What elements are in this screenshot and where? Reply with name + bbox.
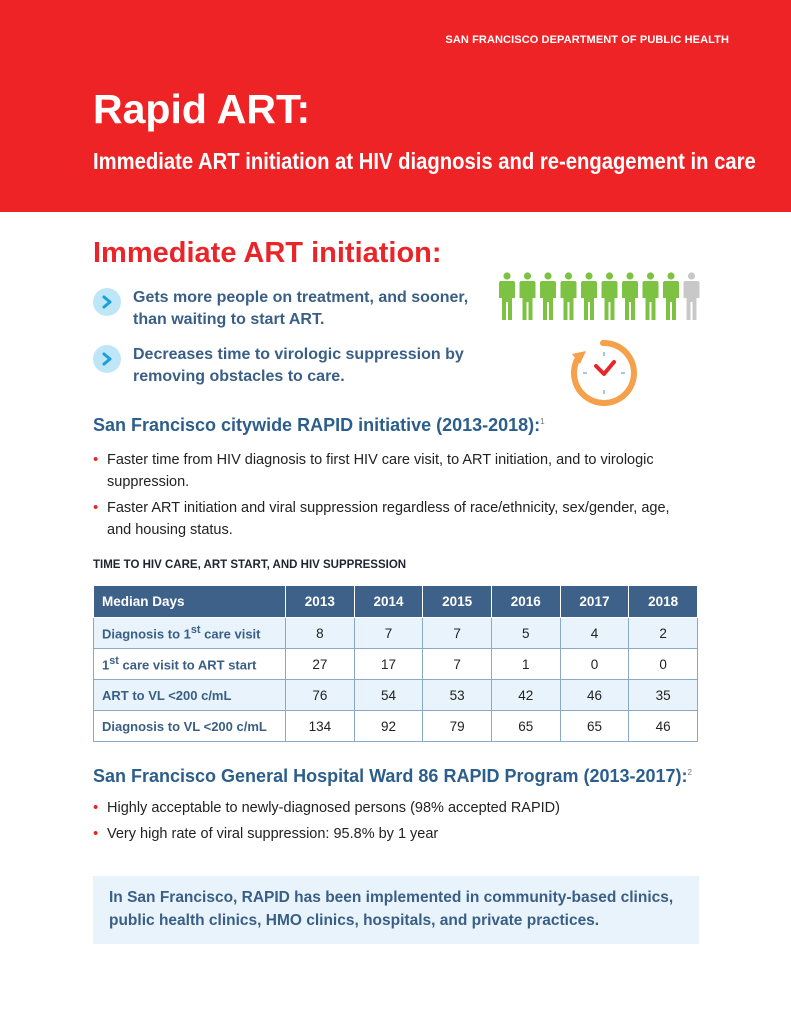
person-icon — [643, 272, 659, 320]
table-row — [94, 711, 698, 742]
benefit-item — [93, 287, 483, 331]
column-header: 2016 — [491, 586, 560, 618]
list-item: • Faster ART initiation and viral suppression regardless of race/ethnicity, sex/gender, age, and housing status. — [93, 497, 693, 541]
person-icon — [499, 272, 515, 320]
benefit-item — [93, 344, 483, 388]
table-cell: 7 — [423, 649, 492, 680]
header-banner — [0, 0, 791, 212]
person-icon — [520, 272, 536, 320]
person-icon — [602, 272, 618, 320]
page-title: Rapid ART: — [93, 86, 311, 132]
column-header: 2013 — [286, 586, 355, 618]
table-cell: 134 — [286, 711, 355, 742]
chevron-right-icon — [93, 288, 121, 316]
implementation-callout: In San Francisco, RAPID has been implemented in community-based clinics, public health clinics, HMO clinics, hospitals, and private practices. — [93, 876, 699, 944]
list-item: • Very high rate of viral suppression: 95.8% by 1 year — [93, 823, 693, 845]
department-name: SAN FRANCISCO DEPARTMENT OF PUBLIC HEALTH — [445, 34, 729, 46]
list-item: • Faster time from HIV diagnosis to first HIV care visit, to ART initiation, and to virologic suppression. — [93, 449, 693, 493]
table-cell: 1 — [491, 649, 560, 680]
table-cell: 54 — [354, 680, 423, 711]
column-header: 2017 — [560, 586, 629, 618]
table-cell: 92 — [354, 711, 423, 742]
table-cell: 65 — [491, 711, 560, 742]
person-icon — [581, 272, 597, 320]
table-row — [94, 649, 698, 680]
row-label: Diagnosis to VL <200 c/mL — [94, 711, 286, 742]
table-cell: 0 — [560, 649, 629, 680]
column-header: 2015 — [423, 586, 492, 618]
row-label: 1st care visit to ART start — [94, 649, 286, 680]
table-cell: 7 — [354, 618, 423, 649]
table-cell: 79 — [423, 711, 492, 742]
table-cell: 46 — [629, 711, 698, 742]
table-row — [94, 618, 698, 649]
table-cell: 8 — [286, 618, 355, 649]
column-header: 2018 — [629, 586, 698, 618]
column-header: Median Days — [94, 586, 286, 618]
table-cell: 53 — [423, 680, 492, 711]
table-cell: 65 — [560, 711, 629, 742]
table-row — [94, 680, 698, 711]
table-cell: 46 — [560, 680, 629, 711]
row-label: Diagnosis to 1st care visit — [94, 618, 286, 649]
person-icon — [540, 272, 556, 320]
table-cell: 17 — [354, 649, 423, 680]
table-cell: 5 — [491, 618, 560, 649]
chevron-right-icon — [93, 345, 121, 373]
person-icon — [663, 272, 679, 320]
table-cell: 2 — [629, 618, 698, 649]
reference-mark: 2 — [687, 768, 692, 777]
reference-mark: 1 — [540, 417, 545, 426]
section-heading-immediate-art: Immediate ART initiation: — [93, 237, 442, 269]
benefit-text: Gets more people on treatment, and sooner, than waiting to start ART. — [133, 289, 469, 328]
section-heading-ward86: San Francisco General Hospital Ward 86 RAPID Program (2013-2017):$^2$ — [93, 766, 692, 786]
column-header: 2014 — [354, 586, 423, 618]
table-cell: 35 — [629, 680, 698, 711]
benefit-text: Decreases time to virologic suppression by removing obstacles to care. — [133, 346, 464, 385]
row-label: ART to VL <200 c/mL — [94, 680, 286, 711]
section-heading-citywide: San Francisco citywide RAPID initiative (2013-2018):$^1$ — [93, 415, 545, 435]
citywide-findings-list — [93, 449, 693, 545]
table-cell: 4 — [560, 618, 629, 649]
table-cell: 27 — [286, 649, 355, 680]
ward86-findings-list — [93, 797, 693, 849]
clock-icon — [566, 336, 640, 410]
table-title: TIME TO HIV CARE, ART START, AND HIV SUPPRESSION — [93, 559, 407, 571]
person-icon — [622, 272, 638, 320]
list-item: • Highly acceptable to newly-diagnosed persons (98% accepted RAPID) — [93, 797, 693, 819]
person-icon — [561, 272, 577, 320]
median-days-table — [93, 585, 698, 742]
table-cell: 0 — [629, 649, 698, 680]
table-header-row — [94, 586, 698, 618]
people-group-icon — [498, 272, 703, 322]
page-subtitle: Immediate ART initiation at HIV diagnosis and re-engagement in care — [93, 148, 756, 174]
person-icon — [684, 272, 700, 320]
table-cell: 42 — [491, 680, 560, 711]
table-cell: 76 — [286, 680, 355, 711]
table-cell: 7 — [423, 618, 492, 649]
